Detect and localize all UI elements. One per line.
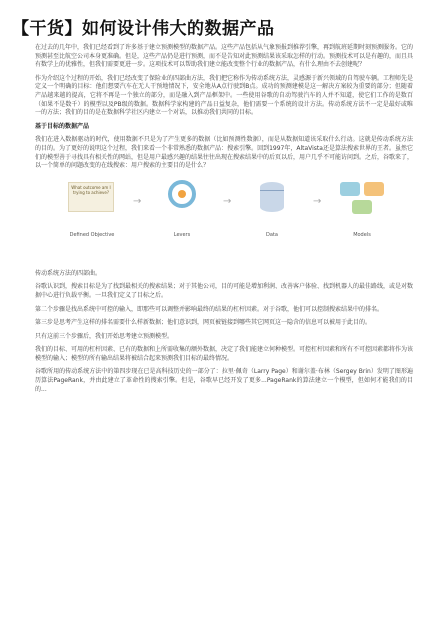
figure-caption: Levers [173, 231, 191, 238]
figure-caption-text: 传动系统方法的四部曲。 [35, 269, 102, 277]
models-icon [338, 180, 386, 218]
paragraph: 谷歌所用的传动系统方法中的第四步现在已是高科技历史的一部分了：拉里·佩奇（Larry Page）和谢尔盖·布林（Sergey Brin）发明了图形遍历算法PageRank，并由此建立了革命性的搜索引擎。但是，谷歌早已经开发了更多...PageRank的算法建立一个模型，但如何才能我们的目的... [35, 368, 413, 393]
model-block [340, 182, 360, 196]
question-box: What outcome am I trying to achieve? [68, 182, 114, 212]
data-illustration [242, 176, 302, 228]
figure-step-data [237, 176, 307, 240]
figure-caption: Models [353, 231, 371, 238]
arrow-icon: → [313, 195, 322, 207]
paragraph: 第三步是思考产生这样的排名需要什么样新数据；他们意识到，网页被链接到哪些其它网页这一隐含的信息可以被用于此目的。 [35, 319, 372, 327]
paragraph: 谷歌认识到，搜索目标是为了找到最相关的搜索结果；对于其他公司，目的可能是增加利润、改善客户体验、找到机器人的最佳路线，或是对数据中心进行负载平衡。一旦我们定义了目标之后。 [35, 283, 414, 299]
objective-illustration [62, 176, 122, 228]
models-illustration [332, 176, 392, 228]
figure-step-models [327, 176, 397, 240]
paragraph: 我们的目标、可用的杠杆因素、已有的数据和上所需收集的额外数据，决定了我们能建立何种模型。可控杠杆因素和所有不可控因素都将作为该模型的输入；模型的所有输出结果将被结合起来预测我们目标的最终情况。 [35, 346, 414, 362]
section-heading: 基于目标的数据产品 [35, 122, 90, 130]
paragraph: 第二个步骤是找出系统中可控的输入，即那些可以调整并影响最终的结果的杠杆因素。对于谷歌，他们可以控制搜索结果中的排名。 [35, 305, 384, 313]
database-band [260, 190, 284, 195]
arrow-icon: → [133, 195, 142, 207]
paragraph: 我们在进入数据驱动的时代，使用数据不只是为了产生更多的数据（比如预测性数据），而是从数据知道该采取什么行动。这就是传动系统方法的目的。为了更好的说明这个过程，我们来看一个非常熟悉的数据产品：搜索引擎。回到1997年，AltaVista还是算法搜索世界的王者。虽然它们的模型善于寻找具有相关性的网站，但是用户最感兴趣的结果往往出现在搜索结果中的后页以后，用户几乎不可能访问到。之后，谷歌来了，以一个简单的问题改变的在线搜索：用户搜索的主要目的是什么？ [35, 136, 414, 170]
model-block [364, 182, 384, 196]
model-block [352, 200, 372, 214]
arrow-icon: → [223, 195, 232, 207]
lever-dot-icon [178, 190, 186, 198]
paragraph: 在过去的几年中，我们已经看到了许多基于建立预测模型的数据产品。这些产品包括从气象预报到推荐引擎，再到航班延期时刻预测服务。它的预测甚至比航空公司本身更准确。但是，这些产品仍是进行预测，而不是告知对此预测结果该采取怎样的行动。预测技术可以是有趣的，而且具有数学上的优雅性，但我们需要更进一步。这项技术可以帮助我们建立能改变整个行业的数据产品，有什么理由不去创建呢？ [35, 44, 414, 69]
figure-step-objective [57, 176, 127, 240]
paragraph: 只有这前三个步骤后，我们开始思考建立预测模型。 [35, 332, 174, 340]
drivetrain-figure [35, 176, 413, 262]
page-title: 【干货】如何设计伟大的数据产品 [12, 19, 275, 39]
article-body [35, 44, 413, 399]
database-icon [260, 182, 284, 212]
figure-caption: Data [266, 231, 278, 238]
paragraph: 作为介绍这个过程的开始，我们已经改变了保险业的四部曲方法，我们把它称作为传动系统方法，灵感源于新兴领域的自驾驶车辆。工程师先是定义一个明确的目标：他们想要汽车在无人干预地情况下，安全地从A点行驶到B点。成功的预测建模是这一解决方案较为重要的部分；但随着产品越来越的提高，它将不再是一个独立的部分，而是融入到产品框架中。一些使用谷歌的自动驾驶汽车的人并不知道，使它们工作的是数百（如果不是数千）的模型以及PB级的数据。数据科学家构建的产品日益复杂，他们需要一个系统的设计方法。传动系统方法不一定是最好或唯一的方法；我们的目的是在数据科学社区内建立一个对话，以推动我们共同的目标。 [35, 74, 414, 117]
figure-step-levers [147, 176, 217, 240]
figure-caption: Defined Objective [69, 231, 115, 238]
levers-illustration [152, 176, 212, 228]
